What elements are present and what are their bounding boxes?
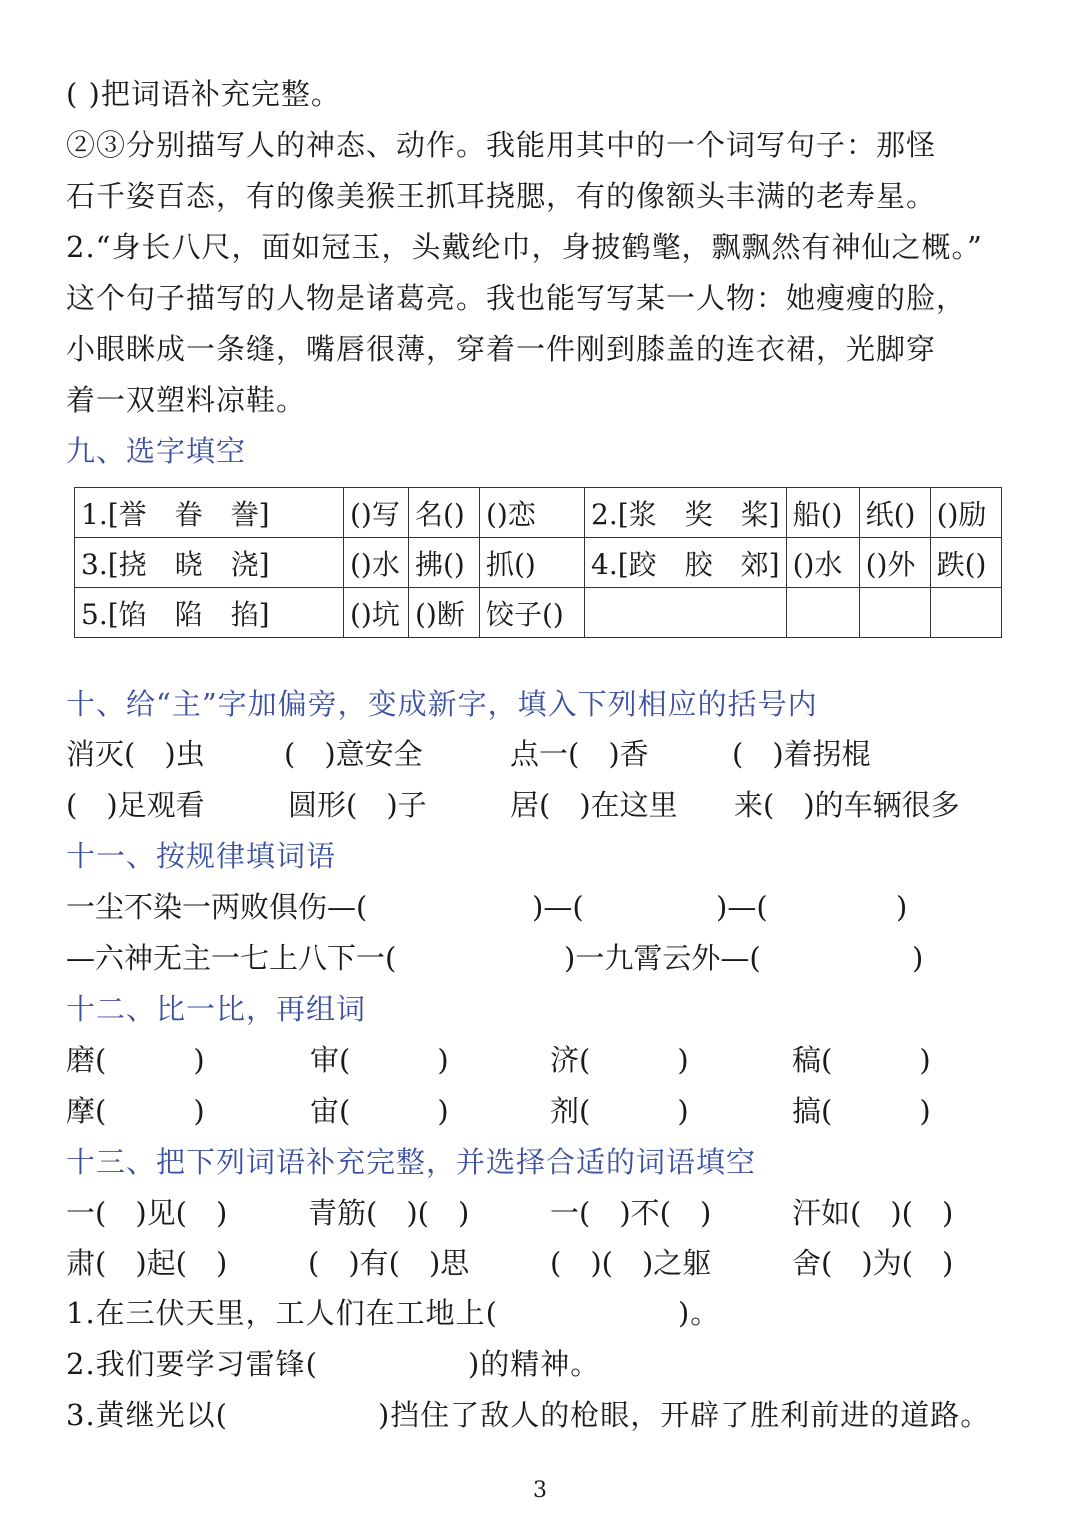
table-cell: 5.[馅 陷 掐] [75,588,344,638]
pattern-text: )—( [532,890,584,924]
table-cell: 1.[誉 眷 誊] [75,488,344,538]
fill-item: 居( )在这里 [510,788,678,822]
table-cell: 4.[跤 胶 郊] [585,538,787,588]
pattern-text: ) [896,890,908,924]
table-cell: ()水 [344,538,409,588]
table-cell: 饺子() [480,588,585,638]
intro-line-3: 石千姿百态，有的像美猴王抓耳挠腮，有的像额头丰满的老寿星。 [66,179,937,213]
section-13-title: 十三、把下列词语补充完整，并选择合适的词语填空 [66,1145,757,1179]
idiom-item: 一( )不( ) [550,1196,712,1230]
table-cell: 抓() [480,538,585,588]
compare-item: 剂( ) [550,1094,689,1128]
sec13-row-2 [66,1243,1026,1283]
sec12-row-2 [66,1091,1026,1131]
sec11-line-2 [66,938,1026,978]
table-cell: 2.[浆 奖 桨] [585,488,787,538]
sec12-row-1 [66,1040,1026,1080]
idiom-item: 一( )见( ) [66,1196,228,1230]
table-cell: ()坑 [344,588,409,638]
table-cell [585,588,787,638]
page-number: 3 [533,1478,547,1503]
section-12-title: 十二、比一比，再组词 [66,992,367,1026]
table-row [75,588,1002,638]
table-cell: ()水 [786,538,859,588]
table-cell: ()断 [409,588,480,638]
table-cell: 名() [409,488,480,538]
compare-item: 宙( ) [310,1094,449,1128]
fill-item: 圆形( )子 [288,788,427,822]
fill-item: ( )意安全 [284,737,423,771]
pattern-text: 一尘不染一两败俱伤—( [66,890,368,924]
table-row [75,538,1002,588]
table-row [75,488,1002,538]
table-cell: 拂() [409,538,480,588]
intro-line-1: ( )把词语补充完整。 [66,77,341,111]
idiom-item: 汗如( )( ) [792,1196,954,1230]
pattern-text: ) [912,941,924,975]
fill-item: ( )着拐棍 [732,737,871,771]
idiom-item: 青筋( )( ) [308,1196,470,1230]
compare-item: 审( ) [310,1043,449,1077]
table-cell: 船() [786,488,859,538]
compare-item: 济( ) [550,1043,689,1077]
intro-line-7: 着一双塑料凉鞋。 [66,383,307,417]
char-choice-table [74,487,1002,638]
fill-item: ( )足观看 [66,788,205,822]
table-cell [930,588,1001,638]
table-cell: ()写 [344,488,409,538]
intro-line-5: 这个句子描写的人物是诸葛亮。我也能写写某一人物：她瘦瘦的脸， [66,281,967,315]
table-cell: ()外 [859,538,930,588]
compare-item: 搞( ) [792,1094,931,1128]
table-cell: 跌() [930,538,1001,588]
intro-line-4: 2.“身长八尺，面如冠玉，头戴纶巾，身披鹤氅，飘飘然有神仙之概。” [66,230,983,264]
intro-line-6: 小眼眯成一条缝，嘴唇很薄，穿着一件刚到膝盖的连衣裙，光脚穿 [66,332,937,366]
table-cell [786,588,859,638]
sec11-line-1 [66,887,1026,927]
sec10-row-1 [66,734,1026,774]
section-11-title: 十一、按规律填词语 [66,839,337,873]
idiom-item: ( )有( )思 [308,1246,470,1280]
pattern-text: )—( [716,890,768,924]
sec13-question-1: 1.在三伏天里，工人们在工地上( )。 [66,1296,721,1330]
fill-item: 消灭( )虫 [66,737,205,771]
sec13-question-2: 2.我们要学习雷锋( )的精神。 [66,1347,601,1381]
table-cell: ()恋 [480,488,585,538]
pattern-text: —六神无主一七上八下一( [66,941,397,975]
table-cell: 3.[挠 晓 浇] [75,538,344,588]
idiom-item: ( )( )之躯 [550,1246,712,1280]
section-10-title: 十、给“主”字加偏旁，变成新字，填入下列相应的括号内 [66,687,818,721]
table-cell: 纸() [859,488,930,538]
compare-item: 磨( ) [66,1043,205,1077]
sec13-question-3: 3.黄继光以( )挡住了敌人的枪眼，开辟了胜利前进的道路。 [66,1398,991,1432]
fill-item: 点一( )香 [510,737,649,771]
section-9-title: 九、选字填空 [66,434,247,468]
fill-item: 来( )的车辆很多 [734,788,960,822]
idiom-item: 肃( )起( ) [66,1246,228,1280]
compare-item: 摩( ) [66,1094,205,1128]
table-cell: ()励 [930,488,1001,538]
intro-line-2: ②③分别描写人的神态、动作。我能用其中的一个词写句子：那怪 [66,128,937,162]
sec13-row-1 [66,1193,1026,1233]
idiom-item: 舍( )为( ) [792,1246,954,1280]
compare-item: 稿( ) [792,1043,931,1077]
pattern-text: )一九霄云外—( [564,941,761,975]
sec10-row-2 [66,785,1026,825]
table-cell [859,588,930,638]
